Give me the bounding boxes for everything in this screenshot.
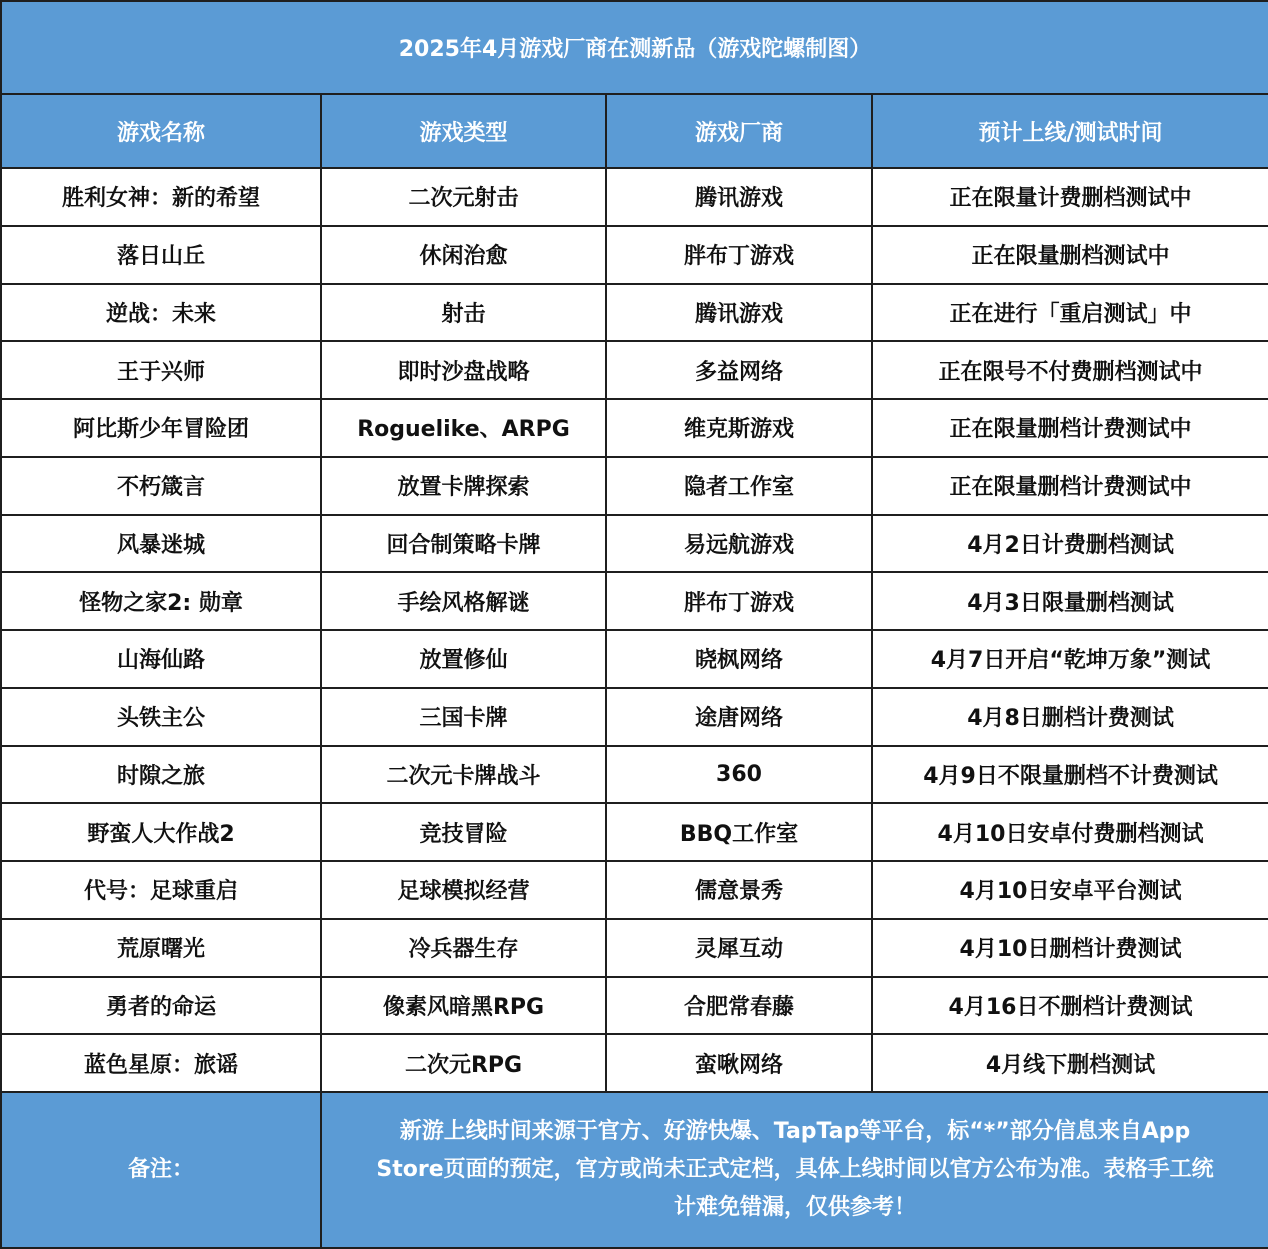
cell-test-time: 正在限量删档测试中 [872,226,1268,284]
cell-test-time: 4月7日开启“乾坤万象”测试 [872,630,1268,688]
table-row [1,746,1268,804]
cell-test-time: 正在限量计费删档测试中 [872,168,1268,226]
cell-publisher: BBQ工作室 [606,803,872,861]
table-row [1,572,1268,630]
cell-publisher: 隐者工作室 [606,457,872,515]
table-body [1,168,1268,1092]
table-row [1,399,1268,457]
table-row [1,226,1268,284]
cell-game-name: 胜利女神：新的希望 [1,168,321,226]
cell-game-name: 荒原曙光 [1,919,321,977]
table-row [1,630,1268,688]
cell-game-name: 阿比斯少年冒险团 [1,399,321,457]
cell-publisher: 儒意景秀 [606,861,872,919]
table-row [1,919,1268,977]
table-row [1,803,1268,861]
table-row [1,688,1268,746]
cell-game-type: Roguelike、ARPG [321,399,606,457]
cell-test-time: 4月10日安卓平台测试 [872,861,1268,919]
cell-publisher: 维克斯游戏 [606,399,872,457]
cell-publisher: 胖布丁游戏 [606,226,872,284]
cell-game-type: 手绘风格解谜 [321,572,606,630]
cell-test-time: 正在限量删档计费测试中 [872,457,1268,515]
cell-game-name: 代号：足球重启 [1,861,321,919]
cell-test-time: 4月10日安卓付费删档测试 [872,803,1268,861]
cell-test-time: 4月8日删档计费测试 [872,688,1268,746]
column-header-publisher: 游戏厂商 [606,94,872,168]
cell-game-name: 蓝色星原：旅谣 [1,1034,321,1092]
cell-game-name: 时隙之旅 [1,746,321,804]
note-text [321,1092,1268,1248]
note-row [1,1092,1268,1248]
cell-game-name: 逆战：未来 [1,284,321,342]
table-row [1,1034,1268,1092]
cell-publisher: 胖布丁游戏 [606,572,872,630]
cell-game-type: 休闲治愈 [321,226,606,284]
cell-game-type: 足球模拟经营 [321,861,606,919]
cell-game-name: 落日山丘 [1,226,321,284]
cell-game-name: 王于兴师 [1,341,321,399]
note-line: 计难免错漏，仅供参考！ [674,1195,917,1220]
table-title: 2025年4月游戏厂商在测新品（游戏陀螺制图） [1,1,1268,94]
cell-test-time: 正在限号不付费删档测试中 [872,341,1268,399]
cell-game-type: 冷兵器生存 [321,919,606,977]
cell-game-type: 即时沙盘战略 [321,341,606,399]
header-row [1,94,1268,168]
cell-publisher: 蛮啾网络 [606,1034,872,1092]
note-line: 新游上线时间来源于官方、好游快爆、TapTap等平台，标“*”部分信息来自App [399,1119,1191,1144]
cell-publisher: 腾讯游戏 [606,284,872,342]
cell-game-name: 不朽箴言 [1,457,321,515]
note-label: 备注： [1,1092,321,1248]
table-row [1,284,1268,342]
table-row [1,515,1268,573]
cell-game-type: 三国卡牌 [321,688,606,746]
cell-test-time: 4月2日计费删档测试 [872,515,1268,573]
cell-publisher: 晓枫网络 [606,630,872,688]
note-line: Store页面的预定，官方或尚未正式定档，具体上线时间以官方公布为准。表格手工统 [376,1157,1214,1182]
cell-game-type: 竞技冒险 [321,803,606,861]
cell-game-type: 像素风暗黑RPG [321,977,606,1035]
cell-test-time: 4月9日不限量删档不计费测试 [872,746,1268,804]
cell-test-time: 4月3日限量删档测试 [872,572,1268,630]
cell-test-time: 正在限量删档计费测试中 [872,399,1268,457]
cell-publisher: 360 [606,746,872,804]
table-row [1,341,1268,399]
cell-publisher: 易远航游戏 [606,515,872,573]
cell-publisher: 多益网络 [606,341,872,399]
cell-publisher: 合肥常春藤 [606,977,872,1035]
cell-game-name: 勇者的命运 [1,977,321,1035]
cell-publisher: 途唐网络 [606,688,872,746]
cell-game-name: 怪物之家2: 勋章 [1,572,321,630]
table-row [1,168,1268,226]
column-header-test-time: 预计上线/测试时间 [872,94,1268,168]
cell-game-type: 二次元射击 [321,168,606,226]
cell-game-type: 放置卡牌探索 [321,457,606,515]
cell-test-time: 4月16日不删档计费测试 [872,977,1268,1035]
cell-game-name: 山海仙路 [1,630,321,688]
cell-game-type: 射击 [321,284,606,342]
cell-game-type: 二次元卡牌战斗 [321,746,606,804]
table-row [1,977,1268,1035]
cell-game-name: 野蛮人大作战2 [1,803,321,861]
title-row [1,1,1268,94]
column-header-game-name: 游戏名称 [1,94,321,168]
cell-publisher: 腾讯游戏 [606,168,872,226]
cell-game-type: 二次元RPG [321,1034,606,1092]
cell-test-time: 4月10日删档计费测试 [872,919,1268,977]
cell-game-name: 头铁主公 [1,688,321,746]
table-row [1,457,1268,515]
cell-game-type: 放置修仙 [321,630,606,688]
cell-test-time: 正在进行「重启测试」中 [872,284,1268,342]
cell-game-type: 回合制策略卡牌 [321,515,606,573]
table-row [1,861,1268,919]
cell-test-time: 4月线下删档测试 [872,1034,1268,1092]
column-header-game-type: 游戏类型 [321,94,606,168]
cell-game-name: 风暴迷城 [1,515,321,573]
cell-publisher: 灵犀互动 [606,919,872,977]
